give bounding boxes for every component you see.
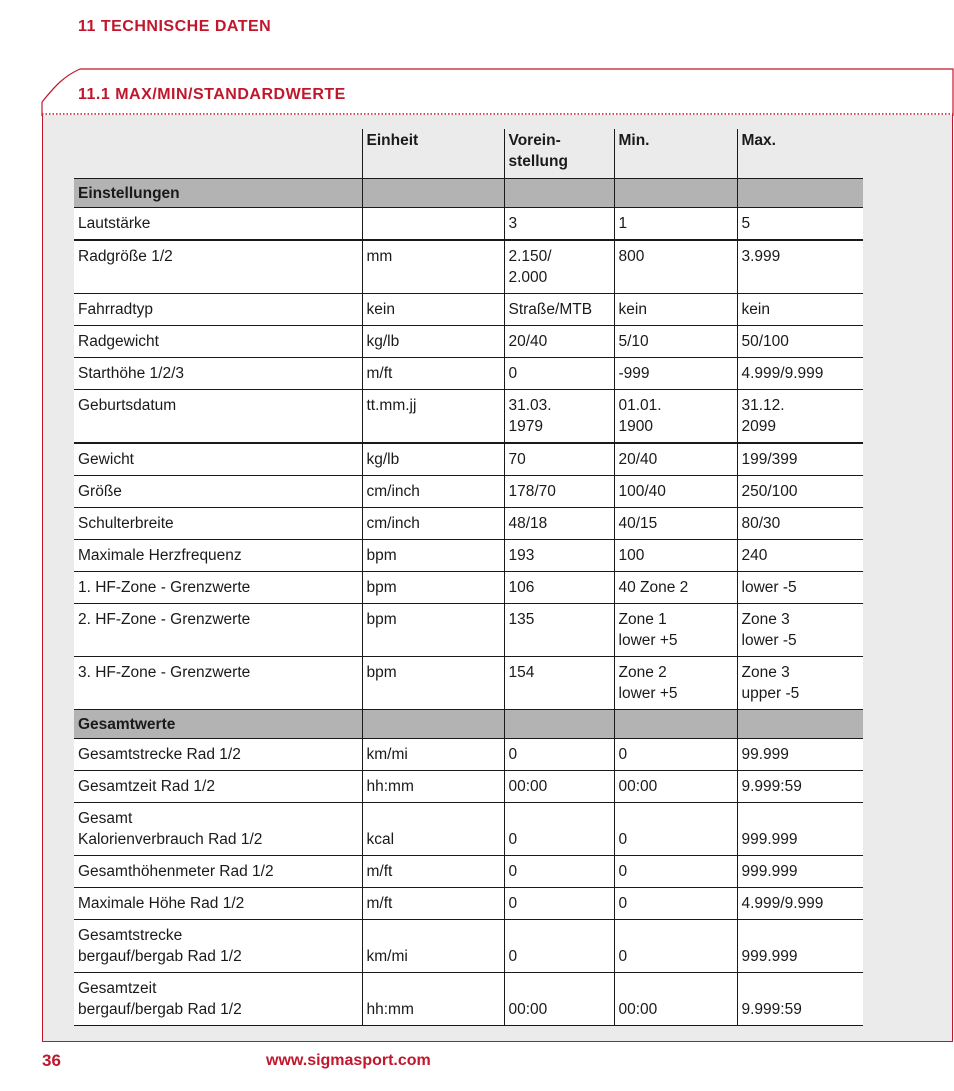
section-cell <box>362 710 504 739</box>
section-row <box>74 179 863 208</box>
table-row <box>74 540 863 572</box>
max-cell: 5 <box>737 208 863 241</box>
table-row <box>74 604 863 657</box>
default-cell: 154 <box>504 657 614 710</box>
min-cell: 100/40 <box>614 476 737 508</box>
unit-cell: bpm <box>362 540 504 572</box>
header-unit: Einheit <box>362 129 504 179</box>
min-cell: -999 <box>614 358 737 390</box>
table-body <box>74 179 863 1026</box>
default-cell: 106 <box>504 572 614 604</box>
max-cell: 4.999/9.999 <box>737 888 863 920</box>
table-row <box>74 476 863 508</box>
default-cell: 00:00 <box>504 973 614 1026</box>
min-cell: 01.01. 1900 <box>614 390 737 444</box>
row-label: 2. HF-Zone - Grenzwerte <box>74 604 362 657</box>
section-cell <box>737 179 863 208</box>
table-row <box>74 443 863 476</box>
table-row <box>74 888 863 920</box>
row-label: 1. HF-Zone - Grenzwerte <box>74 572 362 604</box>
min-cell: 00:00 <box>614 771 737 803</box>
unit-cell: km/mi <box>362 920 504 973</box>
table-row <box>74 973 863 1026</box>
header-max: Max. <box>737 129 863 179</box>
row-label: Gesamtstrecke Rad 1/2 <box>74 739 362 771</box>
footer-url: www.sigmasport.com <box>266 1052 431 1069</box>
section-cell <box>504 710 614 739</box>
max-cell: 9.999:59 <box>737 973 863 1026</box>
unit-cell: kg/lb <box>362 326 504 358</box>
min-cell: 0 <box>614 856 737 888</box>
header-min: Min. <box>614 129 737 179</box>
default-cell: 0 <box>504 888 614 920</box>
min-cell: 00:00 <box>614 973 737 1026</box>
max-cell: Zone 3 lower -5 <box>737 604 863 657</box>
default-cell: 3 <box>504 208 614 241</box>
row-label: Lautstärke <box>74 208 362 241</box>
max-cell: 250/100 <box>737 476 863 508</box>
row-label: 3. HF-Zone - Grenzwerte <box>74 657 362 710</box>
min-cell: 0 <box>614 739 737 771</box>
default-cell: 178/70 <box>504 476 614 508</box>
table-row <box>74 920 863 973</box>
min-cell: 0 <box>614 888 737 920</box>
max-cell: Zone 3 upper -5 <box>737 657 863 710</box>
header-default: Vorein- stellung <box>504 129 614 179</box>
default-cell: 193 <box>504 540 614 572</box>
default-cell: Straße/MTB <box>504 294 614 326</box>
unit-cell: hh:mm <box>362 771 504 803</box>
max-cell: 999.999 <box>737 803 863 856</box>
min-cell: 100 <box>614 540 737 572</box>
row-label: Gesamthöhenmeter Rad 1/2 <box>74 856 362 888</box>
table-row <box>74 208 863 241</box>
unit-cell: m/ft <box>362 888 504 920</box>
table-row <box>74 856 863 888</box>
default-cell: 0 <box>504 739 614 771</box>
unit-cell: tt.mm.jj <box>362 390 504 444</box>
min-cell: 1 <box>614 208 737 241</box>
header-blank <box>74 129 362 179</box>
section-cell <box>737 710 863 739</box>
max-cell: 9.999:59 <box>737 771 863 803</box>
table-row <box>74 390 863 444</box>
section-row <box>74 710 863 739</box>
unit-cell <box>362 208 504 241</box>
table-header-row <box>74 129 863 179</box>
unit-cell: bpm <box>362 572 504 604</box>
row-label: Gesamtzeit Rad 1/2 <box>74 771 362 803</box>
unit-cell: km/mi <box>362 739 504 771</box>
chapter-title: 11 TECHNISCHE DATEN <box>78 18 272 35</box>
section-cell <box>614 710 737 739</box>
default-cell: 70 <box>504 443 614 476</box>
table-row <box>74 803 863 856</box>
unit-cell: m/ft <box>362 358 504 390</box>
max-cell: 999.999 <box>737 856 863 888</box>
page-number: 36 <box>42 1051 61 1070</box>
row-label: Starthöhe 1/2/3 <box>74 358 362 390</box>
row-label: Maximale Höhe Rad 1/2 <box>74 888 362 920</box>
default-cell: 31.03. 1979 <box>504 390 614 444</box>
row-label: Gesamtstrecke bergauf/bergab Rad 1/2 <box>74 920 362 973</box>
min-cell: kein <box>614 294 737 326</box>
section-heading: Einstellungen <box>74 179 362 208</box>
technical-data-table <box>74 129 863 1026</box>
unit-cell: cm/inch <box>362 508 504 540</box>
unit-cell: kcal <box>362 803 504 856</box>
max-cell: 80/30 <box>737 508 863 540</box>
min-cell: 20/40 <box>614 443 737 476</box>
row-label: Gewicht <box>74 443 362 476</box>
default-cell: 0 <box>504 358 614 390</box>
row-label: Größe <box>74 476 362 508</box>
max-cell: 99.999 <box>737 739 863 771</box>
table-row <box>74 294 863 326</box>
min-cell: 40 Zone 2 <box>614 572 737 604</box>
default-cell: 0 <box>504 920 614 973</box>
table-row <box>74 240 863 294</box>
row-label: Radgewicht <box>74 326 362 358</box>
unit-cell: bpm <box>362 604 504 657</box>
min-cell: 40/15 <box>614 508 737 540</box>
table-row <box>74 508 863 540</box>
default-cell: 20/40 <box>504 326 614 358</box>
row-label: Fahrradtyp <box>74 294 362 326</box>
default-cell: 48/18 <box>504 508 614 540</box>
max-cell: 240 <box>737 540 863 572</box>
unit-cell: kg/lb <box>362 443 504 476</box>
table-row <box>74 739 863 771</box>
row-label: Maximale Herzfrequenz <box>74 540 362 572</box>
row-label: Radgröße 1/2 <box>74 240 362 294</box>
unit-cell: cm/inch <box>362 476 504 508</box>
unit-cell: kein <box>362 294 504 326</box>
section-cell <box>504 179 614 208</box>
unit-cell: hh:mm <box>362 973 504 1026</box>
row-label: Geburtsdatum <box>74 390 362 444</box>
default-cell: 00:00 <box>504 771 614 803</box>
default-cell: 0 <box>504 803 614 856</box>
min-cell: 0 <box>614 803 737 856</box>
max-cell: 199/399 <box>737 443 863 476</box>
min-cell: Zone 2 lower +5 <box>614 657 737 710</box>
max-cell: 31.12. 2099 <box>737 390 863 444</box>
min-cell: Zone 1 lower +5 <box>614 604 737 657</box>
min-cell: 0 <box>614 920 737 973</box>
unit-cell: mm <box>362 240 504 294</box>
row-label: Gesamt Kalorienverbrauch Rad 1/2 <box>74 803 362 856</box>
table-row <box>74 771 863 803</box>
section-heading: Gesamtwerte <box>74 710 362 739</box>
max-cell: 4.999/9.999 <box>737 358 863 390</box>
default-cell: 2.150/ 2.000 <box>504 240 614 294</box>
section-cell <box>614 179 737 208</box>
row-label: Schulterbreite <box>74 508 362 540</box>
default-cell: 135 <box>504 604 614 657</box>
section-cell <box>362 179 504 208</box>
table-row <box>74 358 863 390</box>
row-label: Gesamtzeit bergauf/bergab Rad 1/2 <box>74 973 362 1026</box>
table-row <box>74 326 863 358</box>
default-cell: 0 <box>504 856 614 888</box>
max-cell: lower -5 <box>737 572 863 604</box>
table-row <box>74 572 863 604</box>
unit-cell: m/ft <box>362 856 504 888</box>
min-cell: 800 <box>614 240 737 294</box>
max-cell: 50/100 <box>737 326 863 358</box>
table-row <box>74 657 863 710</box>
section-title: 11.1 MAX/MIN/STANDARDWERTE <box>78 86 346 103</box>
unit-cell: bpm <box>362 657 504 710</box>
max-cell: 999.999 <box>737 920 863 973</box>
max-cell: kein <box>737 294 863 326</box>
max-cell: 3.999 <box>737 240 863 294</box>
min-cell: 5/10 <box>614 326 737 358</box>
